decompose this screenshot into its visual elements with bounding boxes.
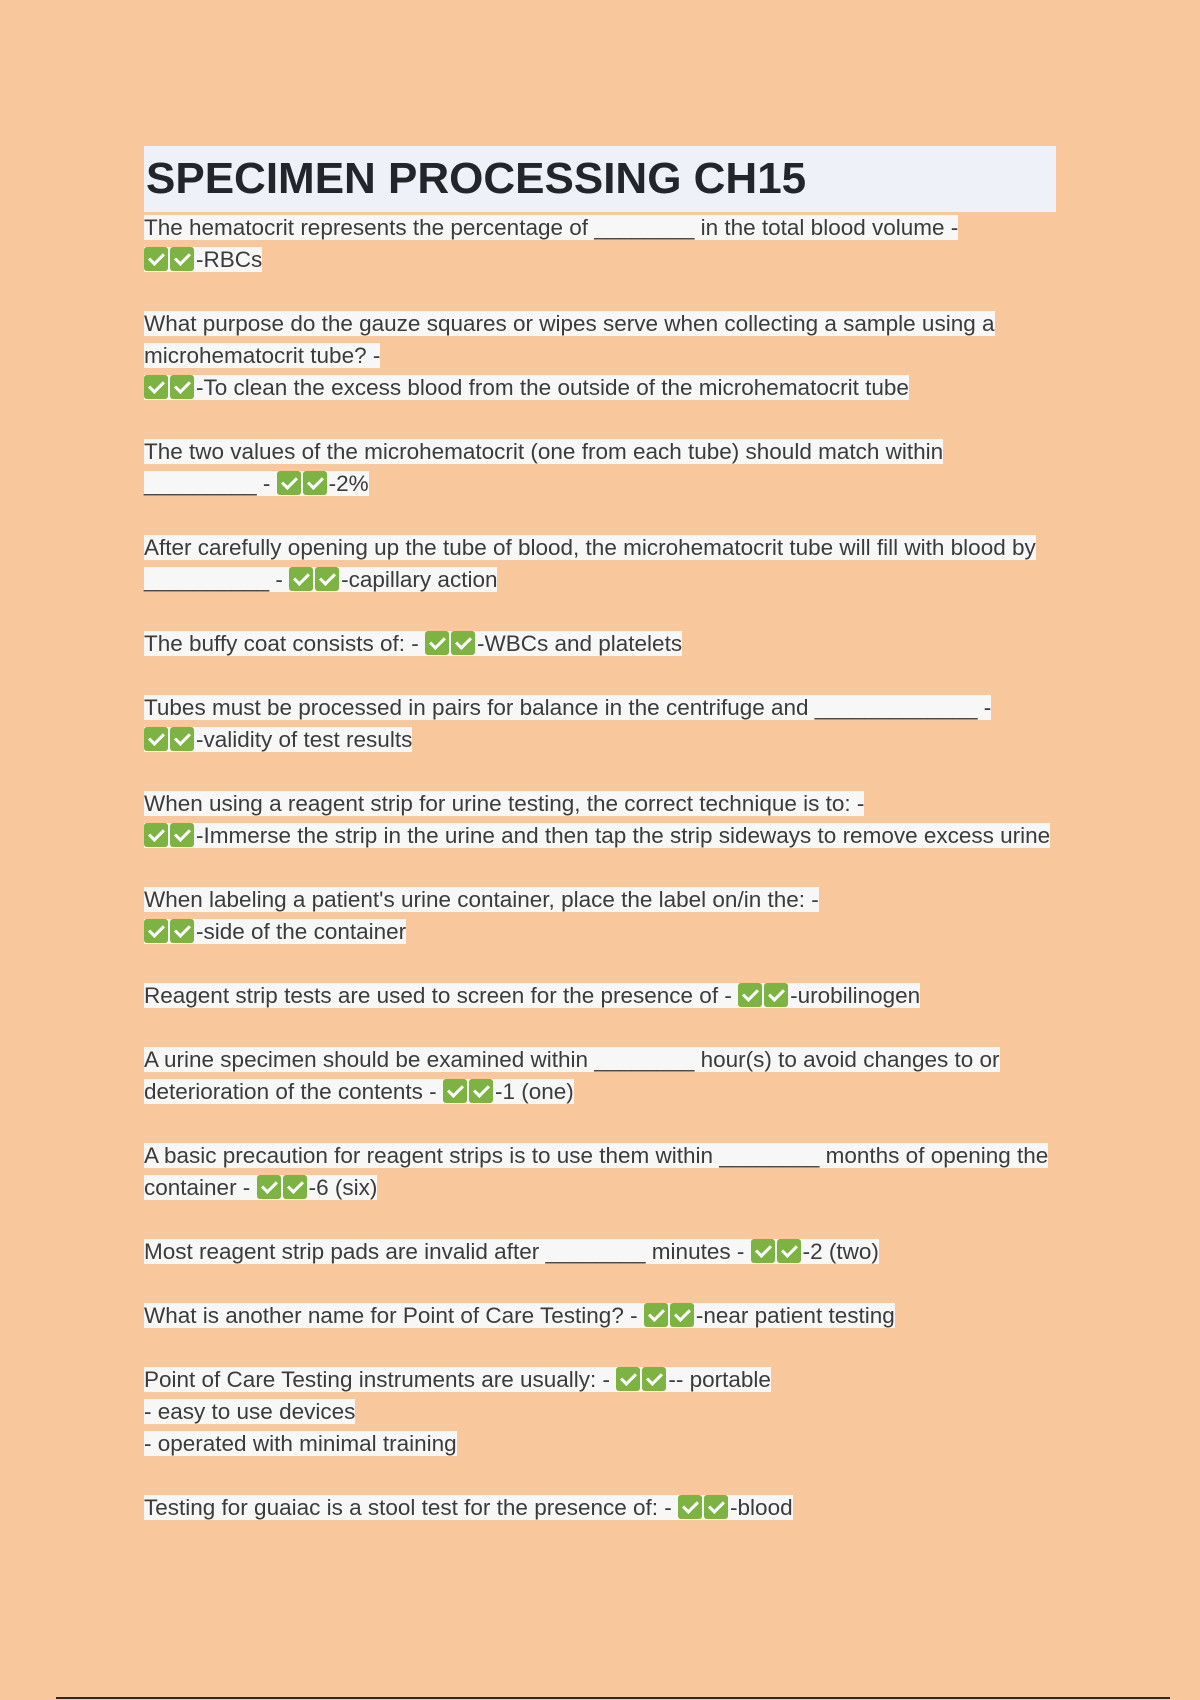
qa-item [144,980,1056,1012]
answer-extra-line: - operated with minimal training [144,1431,457,1456]
question-text: When labeling a patient's urine container, place the label on/in the: - [144,887,819,912]
page-bottom-divider [56,1697,1170,1699]
question-text: Testing for guaiac is a stool test for the presence of: - [144,1495,672,1520]
title-bar [144,146,1056,212]
qa-item [144,308,1056,404]
question-text: The buffy coat consists of: - [144,631,419,656]
check-mark-icon [144,823,168,847]
check-mark-icon [443,1079,467,1103]
question-text: After carefully opening up the tube of blood, the microhematocrit tube will fill with blood by __________ - [144,535,1036,592]
qa-text [144,791,1050,848]
qa-text [144,215,958,272]
check-mark-icon [144,247,168,271]
qa-text [144,1239,879,1264]
check-mark-icon [644,1303,668,1327]
qa-item [144,1300,1056,1332]
answer-text: -RBCs [196,247,263,272]
qa-item [144,1140,1056,1204]
qa-text [144,1495,793,1520]
answer-marker [144,820,1050,852]
qa-text [144,1143,1048,1200]
check-mark-icon [678,1495,702,1519]
qa-item [144,692,1056,756]
check-mark-icon [777,1239,801,1263]
check-mark-icon [469,1079,493,1103]
check-mark-icon [277,471,301,495]
question-text: A basic precaution for reagent strips is to use them within ________ months of opening the container - [144,1143,1049,1200]
answer-text: -side of the container [196,919,407,944]
check-mark-icon [751,1239,775,1263]
qa-list [144,212,1056,1524]
qa-item [144,1364,1056,1460]
question-text: The two values of the microhematocrit (one from each tube) should match within _________ - [144,439,944,496]
check-mark-icon [451,631,475,655]
question-text: What is another name for Point of Care Testing? - [144,1303,638,1328]
check-mark-icon [170,919,194,943]
check-mark-icon [704,1495,728,1519]
qa-text [144,983,920,1008]
check-mark-icon [289,567,313,591]
qa-item [144,1492,1056,1524]
qa-text [144,439,943,496]
check-mark-icon [144,375,168,399]
qa-text [144,887,819,944]
question-text: Most reagent strip pads are invalid after ________ minutes - [144,1239,745,1264]
check-mark-icon [642,1367,666,1391]
answer-marker [144,916,406,948]
qa-text [144,1047,1000,1104]
check-mark-icon [315,567,339,591]
qa-text [144,1303,895,1328]
check-mark-icon [616,1367,640,1391]
qa-item [144,436,1056,500]
qa-item [144,532,1056,596]
answer-marker [144,244,262,276]
question-text: Tubes must be processed in pairs for balance in the centrifuge and _____________ - [144,695,992,720]
qa-item [144,1236,1056,1268]
qa-item [144,1044,1056,1108]
check-mark-icon [257,1175,281,1199]
answer-extra-line: - easy to use devices [144,1399,356,1424]
answer-text: -To clean the excess blood from the outside of the microhematocrit tube [196,375,909,400]
answer-marker [144,372,909,404]
check-mark-icon [738,983,762,1007]
check-mark-icon [170,727,194,751]
check-mark-icon [764,983,788,1007]
check-mark-icon [283,1175,307,1199]
answer-text: -2% [328,471,369,496]
document-page [144,146,1056,1524]
answer-text: -urobilinogen [790,983,921,1008]
check-mark-icon [170,247,194,271]
answer-text: -WBCs and platelets [476,631,683,656]
qa-text [144,695,991,752]
answer-text: -capillary action [341,567,498,592]
qa-item [144,788,1056,852]
answer-marker [678,1492,793,1524]
check-mark-icon [170,375,194,399]
answer-marker [257,1172,378,1204]
check-mark-icon [425,631,449,655]
check-mark-icon [670,1303,694,1327]
answer-text: -1 (one) [494,1079,574,1104]
answer-text: -Immerse the strip in the urine and then tap the strip sideways to remove excess urine [196,823,1051,848]
check-mark-icon [170,823,194,847]
answer-text: -2 (two) [802,1239,879,1264]
answer-marker [443,1076,574,1108]
answer-marker [144,724,412,756]
answer-text: -near patient testing [695,1303,895,1328]
question-text: The hematocrit represents the percentage of ________ in the total blood volume - [144,215,959,240]
qa-text [144,1367,771,1392]
answer-text: -- portable [668,1367,771,1392]
answer-marker [277,468,369,500]
check-mark-icon [144,919,168,943]
answer-marker [751,1236,879,1268]
question-text: When using a reagent strip for urine testing, the correct technique is to: - [144,791,865,816]
answer-marker [425,628,682,660]
answer-marker [616,1364,771,1396]
check-mark-icon [303,471,327,495]
qa-text [144,535,1036,592]
answer-marker [738,980,920,1012]
answer-marker [644,1300,895,1332]
answer-text: -blood [730,1495,793,1520]
question-text: A urine specimen should be examined within ________ hour(s) to avoid changes to or deterioration of the contents - [144,1047,1000,1104]
question-text: What purpose do the gauze squares or wipes serve when collecting a sample using a microhematocrit tube? - [144,311,995,368]
qa-text [144,311,995,400]
question-text: Reagent strip tests are used to screen for the presence of - [144,983,732,1008]
answer-text: -validity of test results [196,727,413,752]
qa-text [144,631,682,656]
qa-item [144,628,1056,660]
qa-item [144,212,1056,276]
check-mark-icon [144,727,168,751]
answer-text: -6 (six) [308,1175,378,1200]
question-text: Point of Care Testing instruments are usually: - [144,1367,611,1392]
page-title: SPECIMEN PROCESSING CH15 [146,154,807,203]
qa-item [144,884,1056,948]
answer-marker [289,564,497,596]
